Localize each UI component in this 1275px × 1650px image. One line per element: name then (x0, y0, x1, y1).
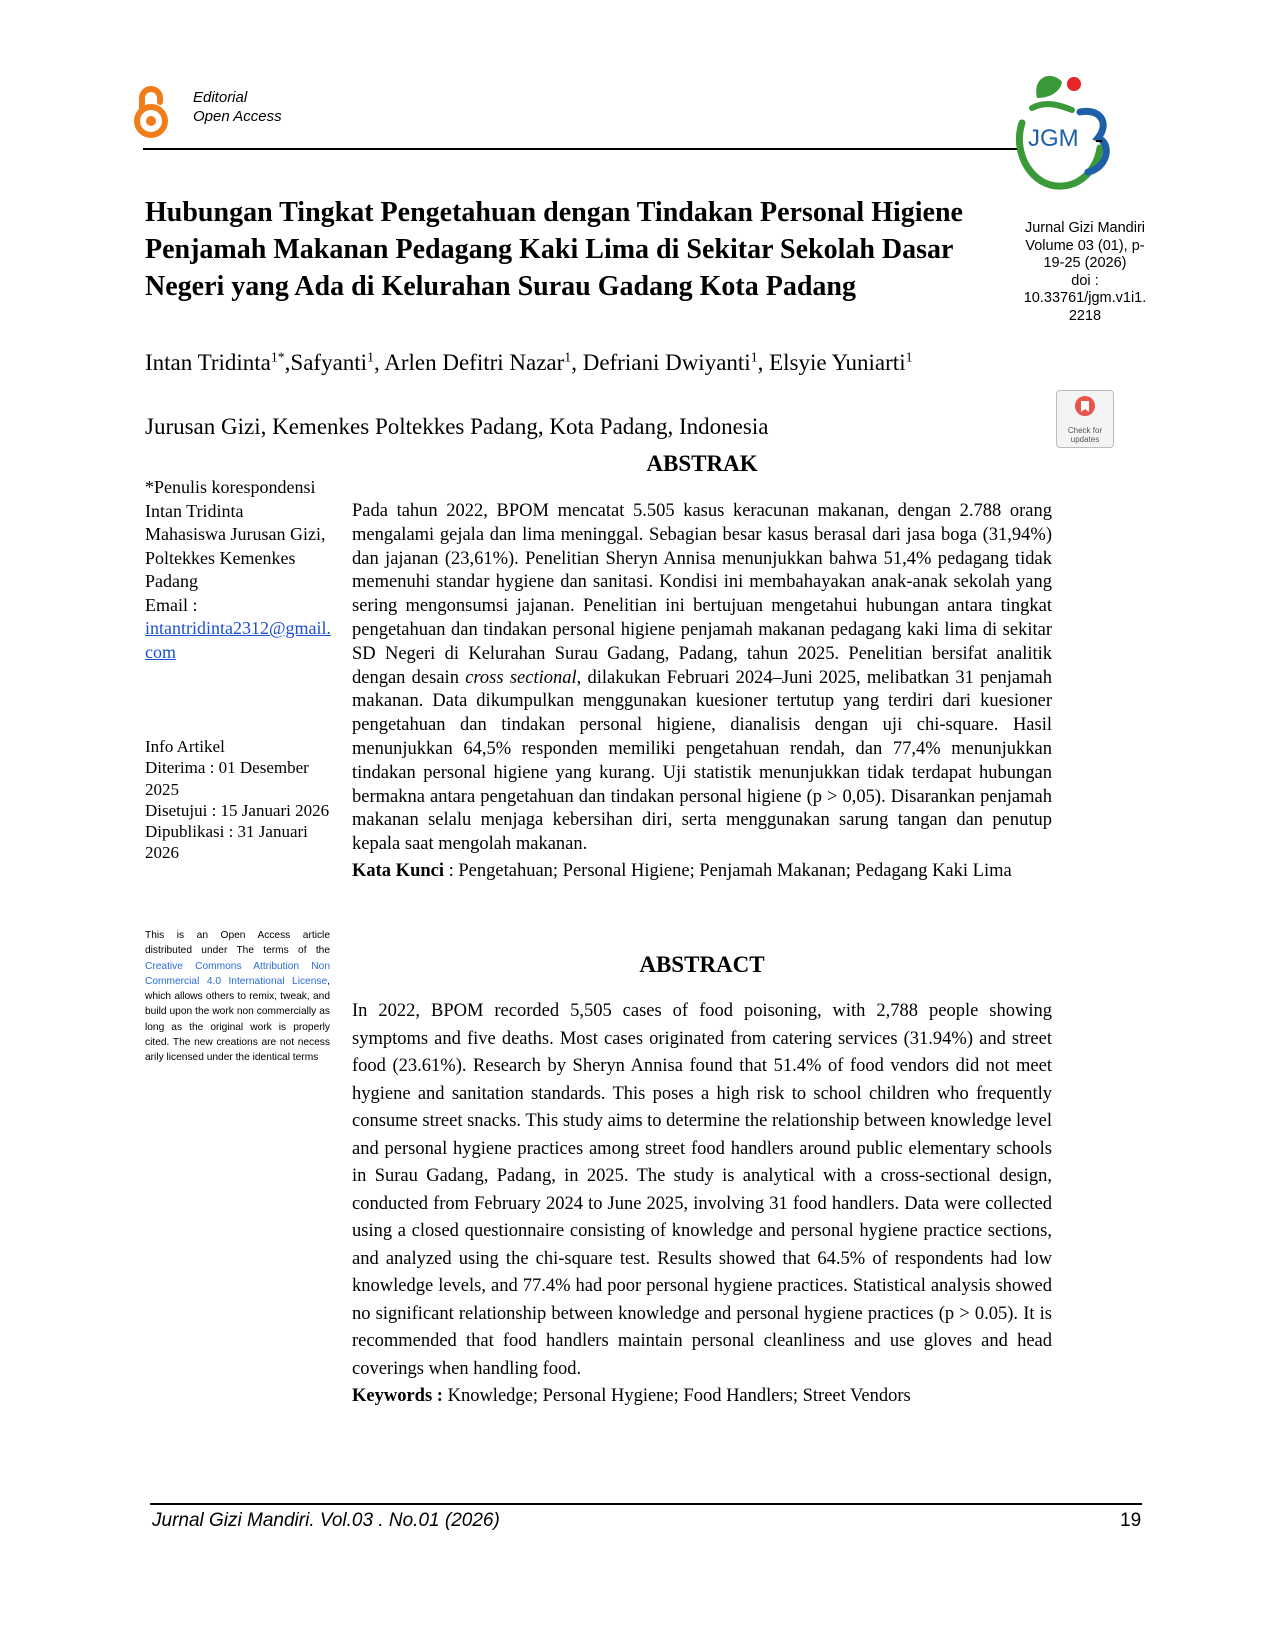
doi-value[interactable]: 10.33761/jgm.v1i1. (1023, 290, 1147, 306)
author-name: Intan Tridinta (145, 350, 271, 375)
abstract-text: In 2022, BPOM recorded 5,505 cases of food poisoning, with 2,788 people showing symptoms and five deaths. Most cases originated from catering services (31.94%) and street food (23.61%). Research by Sheryn Annisa found that 51.4% of food vendors did not meet hygiene and sanitation standards. This poses a high risk to school children who frequently consume street snacks. This study aims to determine the relationship between knowledge level and personal hygiene practices among street food handlers around public elementary schools in Surau Gadang, Padang, in 2025. The study is analytical with a cross-sectional design, conducted from February 2024 to June 2025, involving 31 food handlers. Data were collected using a closed questionnaire consisting of knowledge and personal hygiene practice sections, and analyzed using the chi-square test. Results showed that 64.5% of respondents had low knowledge levels, and 77.4% had poor personal hygiene practices. Statistical analysis showed no significant relationship between knowledge and personal hygiene practices (p > 0.05). It is recommended that food handlers maintain personal cleanliness and use gloves and head coverings when handling food. (352, 1001, 1052, 1379)
author-sep: , (373, 350, 385, 375)
author-affil-sup: 1 (367, 349, 374, 365)
oa-line-1: Editorial (193, 89, 248, 106)
corr-name: Intan Tridinta (145, 500, 244, 521)
author-sep: , (757, 350, 770, 375)
journal-info (1000, 220, 1170, 325)
check-for-updates-button[interactable] (1056, 390, 1114, 448)
author-list (145, 346, 925, 379)
jgm-logo (1002, 68, 1142, 198)
kata-kunci-text: : Pengetahuan; Personal Higiene; Penjamah Makanan; Pedagang Kaki Lima (444, 860, 1012, 881)
abstract-body (352, 998, 1052, 1411)
keywords (352, 1383, 1052, 1411)
license-link[interactable]: Creative Commons Attribution Non Commercial 4.0 International License (145, 960, 330, 987)
oa-line-2: Open Access (193, 108, 282, 125)
corr-role: Mahasiswa Jurusan Gizi, Poltekkes Kemenkes Padang (145, 524, 326, 591)
correspondence-block (145, 476, 335, 664)
open-access-icon (131, 84, 171, 140)
license-post: , which allows others to remix, tweak, and build upon the work non commercially as long as the original work is properly cited. The new creations are not necess arily licensed under the identical terms (145, 975, 330, 1064)
corr-label: *Penulis korespondensi (145, 477, 316, 497)
abstrak-text-italic: cross sectional (465, 667, 577, 688)
info-title: Info Artikel (145, 737, 225, 756)
author-affil-sup: 1 (905, 349, 913, 365)
abstrak-text-1: Pada tahun 2022, BPOM mencatat 5.505 kasus keracunan makanan, dengan 2.788 orang mengalami gejala dan lima meninggal. Sebagian besar kasus berasal dari jasa boga (31,94%) dan jajanan (23,61%). Penelitian Sheryn Annisa menunjukkan bahwa 51,4% pedagang tidak memenuhi standar hygiene dan sanitasi. Kondisi ini membahayakan anak-anak sekolah yang sering mengonsumsi jajanan. Penelitian ini bertujuan mengetahui hubungan antara tingkat pengetahuan dan tindakan personal higiene penjamah makanan pedagang kaki lima di sekitar SD Negeri di Kelurahan Surau Gadang, Padang, tahun 2025. Penelitian bersifat analitik dengan desain (352, 501, 1052, 688)
author-name: Defriani Dwiyanti (582, 350, 751, 375)
bookmark-icon (1073, 395, 1097, 421)
author-sep: , (284, 350, 291, 375)
page-number: 19 (1120, 1510, 1142, 1531)
author-affil-sup: 1 (750, 349, 758, 365)
journal-volume: Volume 03 (01), p- (1025, 237, 1145, 254)
abstrak-heading: ABSTRAK (646, 451, 758, 476)
jgm-logo-text: JGM (1028, 125, 1079, 152)
affiliation: Jurusan Gizi, Kemenkes Poltekkes Padang, Kota Padang, Indonesia (145, 414, 769, 439)
article-info-block (145, 736, 335, 864)
keywords-label: Keywords : (352, 1386, 443, 1406)
abstract-heading: ABSTRACT (639, 952, 765, 977)
author-name: Arlen Defitri Nazar (384, 350, 565, 375)
published-date: Dipublikasi : 31 Januari 2026 (145, 822, 308, 863)
author-name: Elsyie Yuniarti (769, 350, 906, 375)
kata-kunci-label: Kata Kunci (352, 860, 444, 881)
accepted-date: Disetujui : 15 Januari 2026 (145, 800, 330, 820)
author-affil-sup: 1 (564, 349, 572, 365)
open-access-label (193, 88, 282, 126)
check-updates-label: Check for (1067, 426, 1103, 435)
kata-kunci (352, 860, 1052, 884)
license-notice (145, 928, 330, 1066)
check-updates-label-2: updates (1070, 435, 1100, 444)
author-sep: , (571, 350, 583, 375)
author-affil-sup: 1* (270, 349, 285, 365)
email-label: Email : (145, 594, 198, 615)
article-title: Hubungan Tingkat Pengetahuan dengan Tindakan Personal Higiene Penjamah Makanan Pedagang Kaki Lima di Sekitar Sekolah Dasar Negeri yang Ada di Kelurahan Surau Gadang Kota Padang (145, 197, 963, 302)
keywords-text: Knowledge; Personal Hygiene; Food Handlers; Street Vendors (442, 1386, 911, 1406)
footer-journal: Jurnal Gizi Mandiri. Vol.03 . No.01 (2026) (152, 1510, 500, 1531)
author-name: Safyanti (290, 350, 368, 375)
received-date: Diterima : 01 Desember 2025 (145, 758, 309, 799)
license-pre: This is an Open Access article distributed under The terms of the (145, 930, 330, 957)
journal-pages: 19-25 (2026) (1043, 255, 1127, 271)
email-link[interactable]: intantridinta2312@gmail.com (145, 618, 332, 662)
abstrak-text-2: , dilakukan Februari 2024–Juni 2025, melibatkan 31 penjamah makanan. Data dikumpulkan menggunakan kuesioner tertutup yang terdiri dari kuesioner pengetahuan dan tindakan personal higiene, dianalisis dengan uji chi-square. Hasil menunjukkan 64,5% responden memiliki pengetahuan rendah, dan 77,4% menunjukkan tindakan personal higiene yang kurang. Uji statistik menunjukkan tidak terdapat hubungan bermakna antara pengetahuan dan tindakan personal higiene (p > 0,05). Disarankan penjamah makanan selalu menjaga kebersihan diri, serta menggunakan sarung tangan dan penutup kepala saat mengolah makanan. (352, 667, 1052, 855)
abstrak-body (352, 500, 1052, 884)
journal-name: Jurnal Gizi Mandiri (1024, 220, 1146, 236)
footer-rule (150, 1503, 1142, 1505)
doi-label: doi : (1071, 272, 1099, 289)
doi-value-cont[interactable]: 2218 (1068, 307, 1102, 324)
header-rule (143, 148, 1023, 150)
